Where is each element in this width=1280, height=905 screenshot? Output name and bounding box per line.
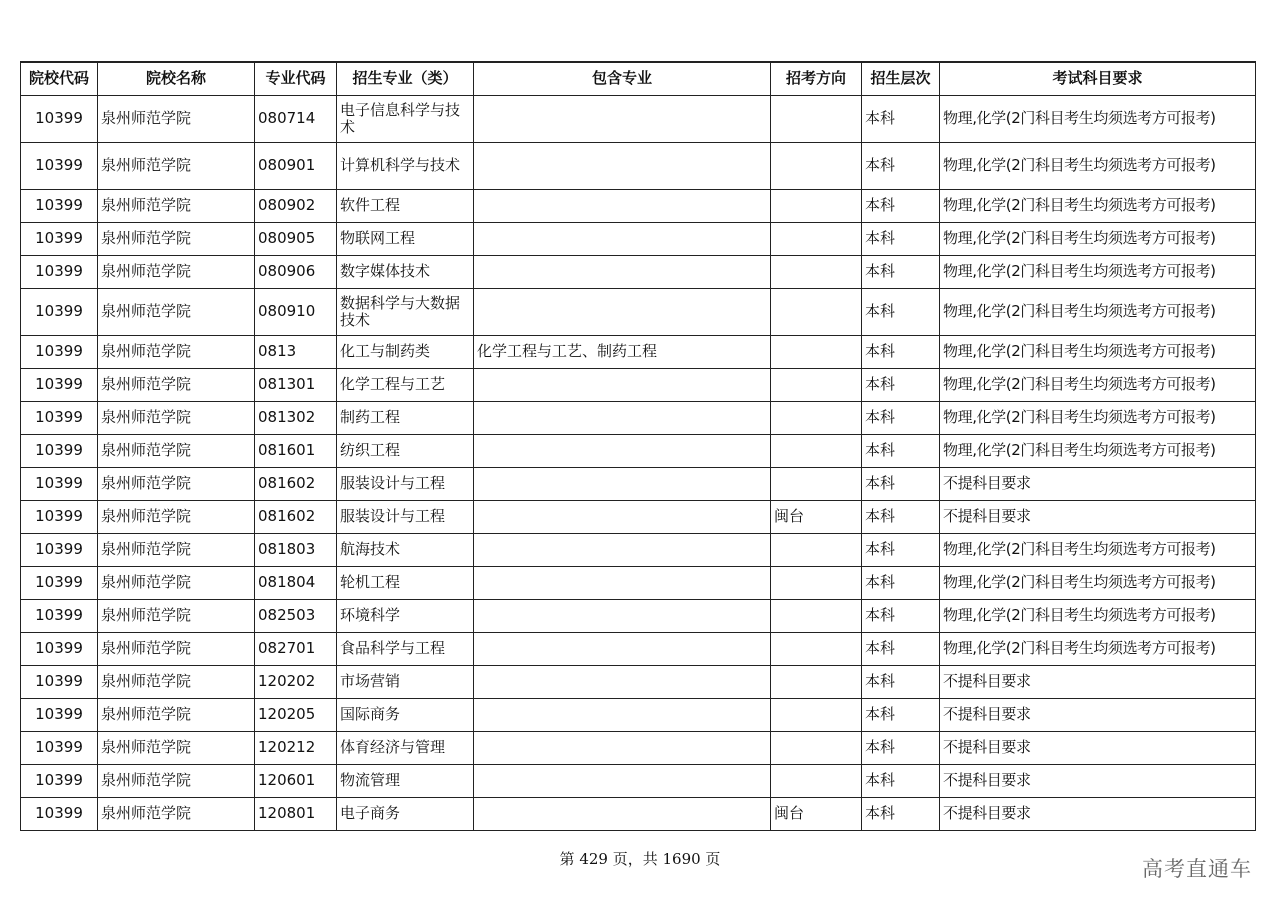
- major-name-cell: 电子信息科学与技术: [337, 95, 474, 142]
- included-majors-cell: [474, 368, 771, 401]
- subject-requirements-cell: 不提科目要求: [940, 731, 1256, 764]
- header-included-majors: 包含专业: [474, 62, 771, 95]
- included-majors-cell: [474, 533, 771, 566]
- school-name-cell: 泉州师范学院: [98, 335, 255, 368]
- subject-requirements-cell: 物理,化学(2门科目考生均须选考方可报考): [940, 189, 1256, 222]
- school-code-cell: 10399: [21, 95, 98, 142]
- major-code-cell: 080906: [255, 255, 337, 288]
- level-cell: 本科: [862, 288, 940, 335]
- major-name-cell: 服装设计与工程: [337, 500, 474, 533]
- level-cell: 本科: [862, 467, 940, 500]
- included-majors-cell: [474, 189, 771, 222]
- table-row: [21, 698, 1256, 731]
- header-level: 招生层次: [862, 62, 940, 95]
- major-name-cell: 纺织工程: [337, 434, 474, 467]
- school-name-cell: 泉州师范学院: [98, 533, 255, 566]
- header-major-code: 专业代码: [255, 62, 337, 95]
- major-code-cell: 081301: [255, 368, 337, 401]
- table-body: [21, 95, 1256, 830]
- major-name-cell: 物流管理: [337, 764, 474, 797]
- direction-cell: [771, 665, 862, 698]
- included-majors-cell: [474, 698, 771, 731]
- school-code-cell: 10399: [21, 566, 98, 599]
- major-name-cell: 化学工程与工艺: [337, 368, 474, 401]
- table-row: [21, 731, 1256, 764]
- direction-cell: [771, 566, 862, 599]
- subject-requirements-cell: 物理,化学(2门科目考生均须选考方可报考): [940, 335, 1256, 368]
- included-majors-cell: 化学工程与工艺、制药工程: [474, 335, 771, 368]
- school-name-cell: 泉州师范学院: [98, 401, 255, 434]
- level-cell: 本科: [862, 632, 940, 665]
- table-row: [21, 189, 1256, 222]
- included-majors-cell: [474, 434, 771, 467]
- level-cell: 本科: [862, 368, 940, 401]
- school-name-cell: 泉州师范学院: [98, 288, 255, 335]
- school-name-cell: 泉州师范学院: [98, 500, 255, 533]
- direction-cell: [771, 255, 862, 288]
- school-name-cell: 泉州师范学院: [98, 189, 255, 222]
- table-row: [21, 566, 1256, 599]
- included-majors-cell: [474, 255, 771, 288]
- included-majors-cell: [474, 665, 771, 698]
- major-name-cell: 计算机科学与技术: [337, 142, 474, 189]
- subject-requirements-cell: 物理,化学(2门科目考生均须选考方可报考): [940, 142, 1256, 189]
- subject-requirements-cell: 物理,化学(2门科目考生均须选考方可报考): [940, 222, 1256, 255]
- direction-cell: [771, 434, 862, 467]
- major-name-cell: 化工与制药类: [337, 335, 474, 368]
- level-cell: 本科: [862, 222, 940, 255]
- header-school-name: 院校名称: [98, 62, 255, 95]
- watermark-logo: 高考直通车: [1142, 857, 1252, 881]
- direction-cell: [771, 222, 862, 255]
- subject-requirements-cell: 物理,化学(2门科目考生均须选考方可报考): [940, 95, 1256, 142]
- level-cell: 本科: [862, 797, 940, 830]
- school-name-cell: 泉州师范学院: [98, 142, 255, 189]
- direction-cell: [771, 599, 862, 632]
- level-cell: 本科: [862, 764, 940, 797]
- table-row: [21, 142, 1256, 189]
- school-code-cell: 10399: [21, 434, 98, 467]
- subject-requirements-cell: 不提科目要求: [940, 797, 1256, 830]
- school-code-cell: 10399: [21, 288, 98, 335]
- school-code-cell: 10399: [21, 222, 98, 255]
- school-code-cell: 10399: [21, 731, 98, 764]
- school-code-cell: 10399: [21, 533, 98, 566]
- school-code-cell: 10399: [21, 764, 98, 797]
- included-majors-cell: [474, 599, 771, 632]
- included-majors-cell: [474, 500, 771, 533]
- major-name-cell: 食品科学与工程: [337, 632, 474, 665]
- table-row: [21, 255, 1256, 288]
- included-majors-cell: [474, 797, 771, 830]
- included-majors-cell: [474, 566, 771, 599]
- included-majors-cell: [474, 95, 771, 142]
- direction-cell: [771, 288, 862, 335]
- major-name-cell: 市场营销: [337, 665, 474, 698]
- school-name-cell: 泉州师范学院: [98, 566, 255, 599]
- school-code-cell: 10399: [21, 142, 98, 189]
- school-name-cell: 泉州师范学院: [98, 467, 255, 500]
- level-cell: 本科: [862, 533, 940, 566]
- subject-requirements-cell: 物理,化学(2门科目考生均须选考方可报考): [940, 632, 1256, 665]
- school-name-cell: 泉州师范学院: [98, 698, 255, 731]
- table-row: [21, 764, 1256, 797]
- table-row: [21, 665, 1256, 698]
- table-row: [21, 288, 1256, 335]
- table-row: [21, 401, 1256, 434]
- major-code-cell: 0813: [255, 335, 337, 368]
- header-subject-requirements: 考试科目要求: [940, 62, 1256, 95]
- major-code-cell: 080714: [255, 95, 337, 142]
- major-code-cell: 081804: [255, 566, 337, 599]
- subject-requirements-cell: 物理,化学(2门科目考生均须选考方可报考): [940, 533, 1256, 566]
- table-row: [21, 335, 1256, 368]
- table-row: [21, 368, 1256, 401]
- subject-requirements-cell: 不提科目要求: [940, 665, 1256, 698]
- major-name-cell: 物联网工程: [337, 222, 474, 255]
- table-row: [21, 599, 1256, 632]
- direction-cell: [771, 632, 862, 665]
- subject-requirements-cell: 物理,化学(2门科目考生均须选考方可报考): [940, 255, 1256, 288]
- subject-requirements-cell: 物理,化学(2门科目考生均须选考方可报考): [940, 288, 1256, 335]
- major-code-cell: 120601: [255, 764, 337, 797]
- direction-cell: [771, 698, 862, 731]
- subject-requirements-cell: 不提科目要求: [940, 500, 1256, 533]
- direction-cell: [771, 368, 862, 401]
- school-name-cell: 泉州师范学院: [98, 731, 255, 764]
- school-code-cell: 10399: [21, 599, 98, 632]
- level-cell: 本科: [862, 255, 940, 288]
- level-cell: 本科: [862, 500, 940, 533]
- table-row: [21, 467, 1256, 500]
- major-name-cell: 电子商务: [337, 797, 474, 830]
- included-majors-cell: [474, 142, 771, 189]
- school-code-cell: 10399: [21, 335, 98, 368]
- included-majors-cell: [474, 288, 771, 335]
- school-name-cell: 泉州师范学院: [98, 599, 255, 632]
- subject-requirements-cell: 物理,化学(2门科目考生均须选考方可报考): [940, 434, 1256, 467]
- level-cell: 本科: [862, 189, 940, 222]
- school-name-cell: 泉州师范学院: [98, 434, 255, 467]
- subject-requirements-cell: 物理,化学(2门科目考生均须选考方可报考): [940, 599, 1256, 632]
- level-cell: 本科: [862, 335, 940, 368]
- school-code-cell: 10399: [21, 665, 98, 698]
- table-row: [21, 533, 1256, 566]
- table-row: [21, 500, 1256, 533]
- major-name-cell: 航海技术: [337, 533, 474, 566]
- header-school-code: 院校代码: [21, 62, 98, 95]
- school-name-cell: 泉州师范学院: [98, 255, 255, 288]
- major-code-cell: 120202: [255, 665, 337, 698]
- school-code-cell: 10399: [21, 500, 98, 533]
- direction-cell: [771, 189, 862, 222]
- level-cell: 本科: [862, 434, 940, 467]
- direction-cell: [771, 401, 862, 434]
- school-name-cell: 泉州师范学院: [98, 665, 255, 698]
- subject-requirements-cell: 物理,化学(2门科目考生均须选考方可报考): [940, 566, 1256, 599]
- subject-requirements-cell: 不提科目要求: [940, 698, 1256, 731]
- direction-cell: [771, 764, 862, 797]
- major-code-cell: 080905: [255, 222, 337, 255]
- school-code-cell: 10399: [21, 401, 98, 434]
- admission-table: [20, 61, 1256, 831]
- major-name-cell: 轮机工程: [337, 566, 474, 599]
- page-number: 第 429 页，共 1690 页: [559, 850, 721, 868]
- level-cell: 本科: [862, 731, 940, 764]
- major-code-cell: 080901: [255, 142, 337, 189]
- level-cell: 本科: [862, 142, 940, 189]
- major-name-cell: 数据科学与大数据技术: [337, 288, 474, 335]
- included-majors-cell: [474, 632, 771, 665]
- header-row: [21, 62, 1256, 95]
- table-row: [21, 95, 1256, 142]
- direction-cell: [771, 142, 862, 189]
- level-cell: 本科: [862, 566, 940, 599]
- school-code-cell: 10399: [21, 797, 98, 830]
- level-cell: 本科: [862, 599, 940, 632]
- major-code-cell: 120205: [255, 698, 337, 731]
- major-name-cell: 国际商务: [337, 698, 474, 731]
- major-code-cell: 081601: [255, 434, 337, 467]
- school-name-cell: 泉州师范学院: [98, 95, 255, 142]
- subject-requirements-cell: 物理,化学(2门科目考生均须选考方可报考): [940, 368, 1256, 401]
- direction-cell: [771, 731, 862, 764]
- school-code-cell: 10399: [21, 698, 98, 731]
- major-name-cell: 服装设计与工程: [337, 467, 474, 500]
- major-code-cell: 080910: [255, 288, 337, 335]
- direction-cell: 闽台: [771, 500, 862, 533]
- major-code-cell: 120212: [255, 731, 337, 764]
- school-name-cell: 泉州师范学院: [98, 222, 255, 255]
- major-code-cell: 081602: [255, 500, 337, 533]
- school-code-cell: 10399: [21, 255, 98, 288]
- school-name-cell: 泉州师范学院: [98, 632, 255, 665]
- major-name-cell: 数字媒体技术: [337, 255, 474, 288]
- table-row: [21, 797, 1256, 830]
- level-cell: 本科: [862, 95, 940, 142]
- included-majors-cell: [474, 222, 771, 255]
- school-code-cell: 10399: [21, 368, 98, 401]
- level-cell: 本科: [862, 698, 940, 731]
- level-cell: 本科: [862, 401, 940, 434]
- direction-cell: 闽台: [771, 797, 862, 830]
- major-name-cell: 环境科学: [337, 599, 474, 632]
- school-code-cell: 10399: [21, 467, 98, 500]
- header-direction: 招考方向: [771, 62, 862, 95]
- direction-cell: [771, 533, 862, 566]
- major-code-cell: 120801: [255, 797, 337, 830]
- subject-requirements-cell: 不提科目要求: [940, 467, 1256, 500]
- major-code-cell: 081803: [255, 533, 337, 566]
- school-name-cell: 泉州师范学院: [98, 368, 255, 401]
- direction-cell: [771, 467, 862, 500]
- major-name-cell: 体育经济与管理: [337, 731, 474, 764]
- major-code-cell: 082701: [255, 632, 337, 665]
- header-major-name: 招生专业（类）: [337, 62, 474, 95]
- major-code-cell: 080902: [255, 189, 337, 222]
- direction-cell: [771, 335, 862, 368]
- subject-requirements-cell: 不提科目要求: [940, 764, 1256, 797]
- major-code-cell: 082503: [255, 599, 337, 632]
- included-majors-cell: [474, 467, 771, 500]
- included-majors-cell: [474, 731, 771, 764]
- major-code-cell: 081602: [255, 467, 337, 500]
- table-row: [21, 434, 1256, 467]
- level-cell: 本科: [862, 665, 940, 698]
- table-row: [21, 632, 1256, 665]
- major-name-cell: 制药工程: [337, 401, 474, 434]
- school-name-cell: 泉州师范学院: [98, 764, 255, 797]
- school-name-cell: 泉州师范学院: [98, 797, 255, 830]
- included-majors-cell: [474, 764, 771, 797]
- major-code-cell: 081302: [255, 401, 337, 434]
- direction-cell: [771, 95, 862, 142]
- school-code-cell: 10399: [21, 632, 98, 665]
- table-row: [21, 222, 1256, 255]
- major-name-cell: 软件工程: [337, 189, 474, 222]
- school-code-cell: 10399: [21, 189, 98, 222]
- subject-requirements-cell: 物理,化学(2门科目考生均须选考方可报考): [940, 401, 1256, 434]
- included-majors-cell: [474, 401, 771, 434]
